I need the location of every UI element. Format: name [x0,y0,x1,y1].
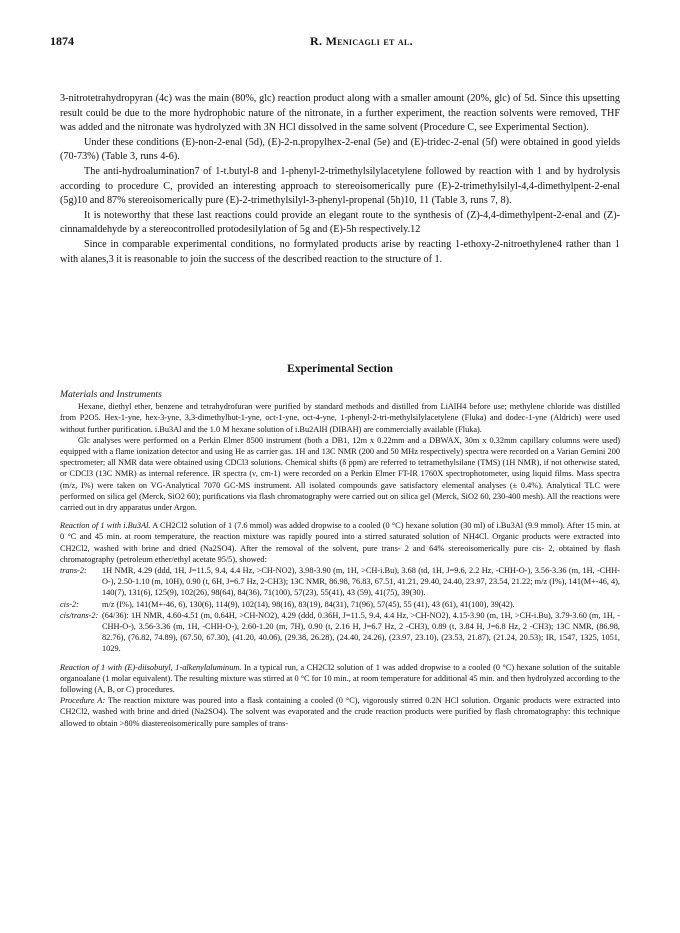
run-in-heading: Procedure A: [60,696,106,706]
paragraph: Reaction of 1 with i.Bu3Al. A CH2Cl2 solution of 1 (7.6 mmol) was added dropwise to a cooled (0 °C) hexane solution (30 ml) of i.Bu3Al (9.9 mmol). After 15 min. at 0 °C and 45 min. at room temperature, the reaction mixture was rapidly poured into a stirred saturated solution of NH4Cl. Organic products were extracted into CH2Cl2, washed with brine and dried (Na2SO4). After the removal of the solvent, pure trans- 2 and 64% stereoisomerically pure cis- 2, obtained by flash chromatography (petroleum ether/ethyl acetate 95/5), showed: [60,521,620,564]
paragraph: Reaction of 1 with (E)-diisobutyl, 1-alkenylaluminum. In a typical run, a CH2Cl2 solution of 1 was added dropwise to a cooled (0 °C) hexane solution of the suitable organoalane (1 molar equivalent). The resulting mixture was stirred at 0 °C for 10 min., at room temperature for additional 45 min. and then hydrolyzed according to the following (A, B, or C) procedures. [60,662,621,695]
paragraph: Since in comparable experimental conditions, no formylated products arise by reacting 1-ethoxy-2-nitroethylene4 rather than 1 with alanes,3 it is reasonable to join the success of the described reaction to the structure of 1. [60,238,620,265]
paragraph: Procedure A: The reaction mixture was poured into a flask containing a cooled (0 °C), vigorously stirred 0.2N HCl solution. Organic products were extracted into CH2Cl2, washed with brine and dried (Na2SO4). The solvent was evaporated and the crude reaction products were purified by flash chromatography: this technique allowed to obtain >80% diastereoisomerically pure samples of trans- [60,696,620,728]
experimental-section [60,389,620,729]
page-number: 1874 [50,34,74,48]
spectral-values: m/z (I%), 141(M+-46, 6), 130(6), 114(9), 102(14), 98(16), 83(19), 84(31), 71(96), 57(45), 55 (41), 43 (61), 41(100), 39(42). [102,599,515,609]
spectral-data [60,610,620,655]
body-text [60,92,620,267]
spectral-data [60,599,620,610]
spectral-values: (64/36): 1H NMR, 4.60-4.51 (m, 0.64H, >CH-NO2), 4.29 (ddd, 0.36H, J=11.5, 9.4, 4.4 Hz, >CH-NO2), 4.15-3.90 (m, 1H, >CH-i.Bu), 3.79-3.60 (m, 1H, -CHH-O-), 3.56-3.36 (m, 1H, -CHH-O-), 2.60-1.20 (m, 7H), 0.90 (t, 2.16 H, J=6.7 Hz, 2 -CH3), 0.89 (t, 3.84 H, J=6.8 Hz, 2 -CH3); 13C NMR, (86.98, 82.76), (76.82, 74.89), (67.50, 67.30), (41.20, 40.06), (29.38, 26.28), (24.40, 24.26), (23.97, 23.10), (23.53, 21.87), (21.24, 20.53); IR, 1547, 1325, 1051, 1029. [102,610,620,654]
compound-label: cis/trans-2: [60,610,99,620]
compound-label: cis-2: [60,599,79,609]
paragraph: It is noteworthy that these last reactions could provide an elegant route to the synthesis of (Z)-4,4-dimethylpent-2-enal and (Z)-cinnamaldehyde by a stereocontrolled protodesilylation of 5g and (E)-5h respectively.12 [60,209,620,236]
page-header [50,34,630,50]
section-title: Experimental Section [287,363,393,375]
paragraph: Under these conditions (E)-non-2-enal (5d), (E)-2-n.propylhex-2-enal (5e) and (E)-tridec-2-enal (5f) were obtained in good yields (70-73%) (Table 3, runs 4-6). [60,136,620,163]
run-in-heading: Reaction of 1 with (E)-diisobutyl, 1-alkenylaluminum. [60,662,242,672]
paragraph: The anti-hydroalumination7 of 1-t.butyl-8 and 1-phenyl-2-trimethylsilylacetylene followed by reaction with 1 and by hydrolysis according to procedure C, provided an interesting approach to stereoisomerically pure (E)-2-trimethylsilyl-4,4-dimethylpent-2-enal (5g)10 and 87% stereoisomerically pure (E)-2-trimethylsilyl-3-phenyl-propenal (5h)10, 11 (Table 3, runs 7, 8). [60,165,620,207]
spectral-data [60,565,620,599]
running-head: R. Menicagli et al. [310,34,413,48]
compound-label: trans-2: [60,566,87,576]
paragraph: 3-nitrotetrahydropyran (4c) was the main (80%, glc) reaction product along with a smaller amount (20%, glc) of 5d. Since this upsetting result could be due to the more hydrophobic nature of the nitronate, in a further experiment, the reaction solvents were removed, THF was added and the nitronate was hydrolyzed with 3N HCl dissolved in the same solvent (Procedure C, see Experimental Section). [60,93,620,134]
spectral-values: 1H NMR, 4.29 (ddd, 1H, J=11.5, 9.4, 4.4 Hz, >CH-NO2), 3.98-3.90 (m, 1H, >CH-i.Bu), 3.68 (td, 1H, J=9.6, 2.2 Hz, -CHH-O-), 3.56-3.36 (m, 1H, -CHH-O-), 2.50-1.10 (m, 10H), 0.90 (t, 6H, J=6.7 Hz, 2-CH3); 13C NMR, 86.98, 76.83, 67.51, 41.21, 29.40, 24.40, 23.97, 23.54, 21.22; m/z (I%), 141(M+-46, 4), 140(7), 131(6), 125(9), 102(26), 98(64), 84(36), 71(100), 57(23), 55(41), 43 (59), 41(75), 39(30). [102,566,620,598]
subsection-heading: Materials and Instruments [60,389,162,400]
run-in-heading: Reaction of 1 with i.Bu3Al. [60,521,151,531]
paragraph: Glc analyses were performed on a Perkin Elmer 8500 instrument (both a DB1, 12m x 0.22mm and a DBWAX, 30m x 0.32mm capillary columns were used) equipped with a flame ionization detector and using He as carrier gas. 1H and 13C NMR (200 and 50 MHz respectively) spectra were recorded on a Varian Gemini 200 spectrometer; all NMR data were obtained using CDCl3 solutions. Chemical shifts (δ ppm) are referred to tetramethylsilane (TMS) (1H NMR), if not otherwise stated, or CDCl3 (13C NMR) as internal reference. IR spectra (ν, cm-1) were recorded on a Perkin Elmer FT-IR 1760X spectrophotometer, using liquid films. Mass spectra (m/z, I%) were taken on VG-Analytical 7070 GC-MS instrument. All isolated compounds gave satisfactory elemental analyses (± 0.4%). Analytical TLC were performed on silica gel (Merck, SiO2 60); purifications via flash chromatography were carried out on silica gel (Merck, SiO2 60, 230-400 mesh). All the reactions were carried out in dry apparatus under Argon. [60,435,620,513]
paragraph: Hexane, diethyl ether, benzene and tetrahydrofuran were purified by standard methods and distilled from LiAlH4 before use; methylene chloride was distilled from P2O5. Hex-1-yne, hex-3-yne, 3,3-dimethylbut-1-yne, oct-1-yne, oct-4-yne, 1-phenyl-2-tri-methylsilylacetylene (Fluka) and dodec-1-yne (Aldrich) were used without further purification. i.Bu3Al and the 1.0 M hexane solution of i.Bu2AlH (DIBAH) are commercially available (Fluka). [60,402,620,434]
